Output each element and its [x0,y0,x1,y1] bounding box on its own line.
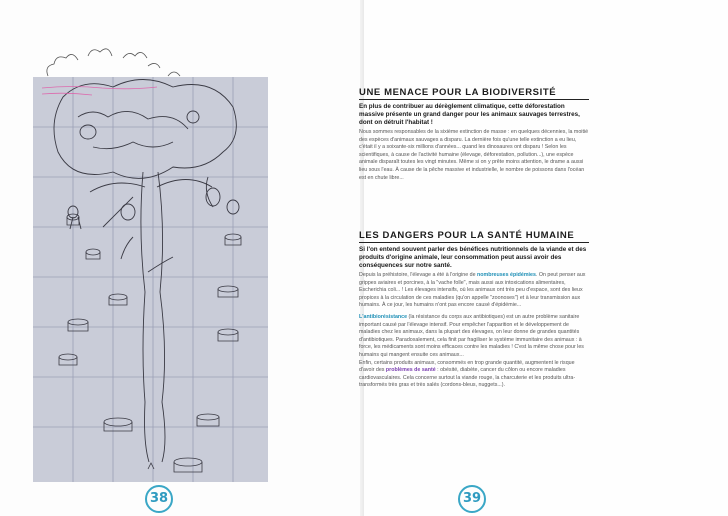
handwritten-note [40,84,160,101]
highlight-term: L'antibiorésistance [359,313,408,320]
section-biodiversity [359,87,589,182]
paragraph-epidemics: Depuis la préhistoire, l'élevage a été à l'origine de nombreuses épidémies. On peut penser aux grippes aviaires et porcines, à la "vache folle", mais aussi aux intoxications alimentaires, Escherichia coli... ! Les élevages intensifs, où les animaux ont très peu d'espace, sont des lieux propices à la circulation de ces maladies (qu'on appelle "zoonoses") et à leur transmission aux humains. À ce jour, les humains n'ont pas encore causé d'épidémie... [359,272,586,309]
section-lead: Si l'on entend souvent parler des bénéfices nutritionnels de la viande et des produits d'origine animale, leur consommation peut aussi avoir des conséquences sur notre santé. [359,246,587,269]
section-body: Nous sommes responsables de la sixième extinction de masse : en quelques décennies, la moitié des espèces d'animaux sauvages a disparu. La dernière fois qu'une telle extinction a eu lieu, c'était il y a soixante-six millions d'années... quand les dinosaures ont disparu ! Selon les scientifiques, à cause de l'activité humaine (élevage, déforestation, pollution...), une espèce animale disparaît toutes les vingt minutes. Même si on y prête moins attention, le drame a aussi lieu sous l'eau. À cause de la pêche massive et industrielle, le nombre de poissons dans l'océan est en chute libre... [359,129,589,181]
section-lead: En plus de contribuer au dérèglement climatique, cette déforestation massive présente un grand danger pour les animaux sauvages terrestres, dont on détruit l'habitat ! [359,103,580,126]
section-title: UNE MENACE POUR LA BIODIVERSITÉ [359,87,589,100]
page-number: 38 [145,485,173,513]
section-health [359,230,589,390]
highlight-term: nombreuses épidémies [477,272,536,278]
section-title: LES DANGERS POUR LA SANTÉ HUMAINE [359,230,589,243]
page-number: 39 [458,485,486,513]
paragraph-health-problems: Enfin, certains produits animaux, consommés en trop grande quantité, augmentent le risque d'avoir des problèmes de santé : obésité, diabète, cancer du côlon ou encore maladies cardiovasculaires. Cela concerne surtout la viande rouge, la charcuterie et les produits ultra-transformés très gras et très salés (cordons-bleus, nuggets...). [359,359,576,389]
paragraph-antibiotics: L'antibiorésistance (la résistance du corps aux antibiotiques) est un autre problème sanitaire important causé par l'élevage intensif. Pour empêcher l'apparition et le développement de maladies chez les animaux, dans la plupart des élevages, on leur donne de grandes quantités d'antibiotiques. Paradoxalement, cela finit par fragiliser le système immunitaire des animaux : à force, les médicaments sont moins efficaces contre les maladies ! C'est la même chose pour les humains qui mangent ensuite ces animaux... [359,313,584,358]
tree-illustration [33,77,268,482]
highlight-term: problèmes de santé [385,367,436,374]
